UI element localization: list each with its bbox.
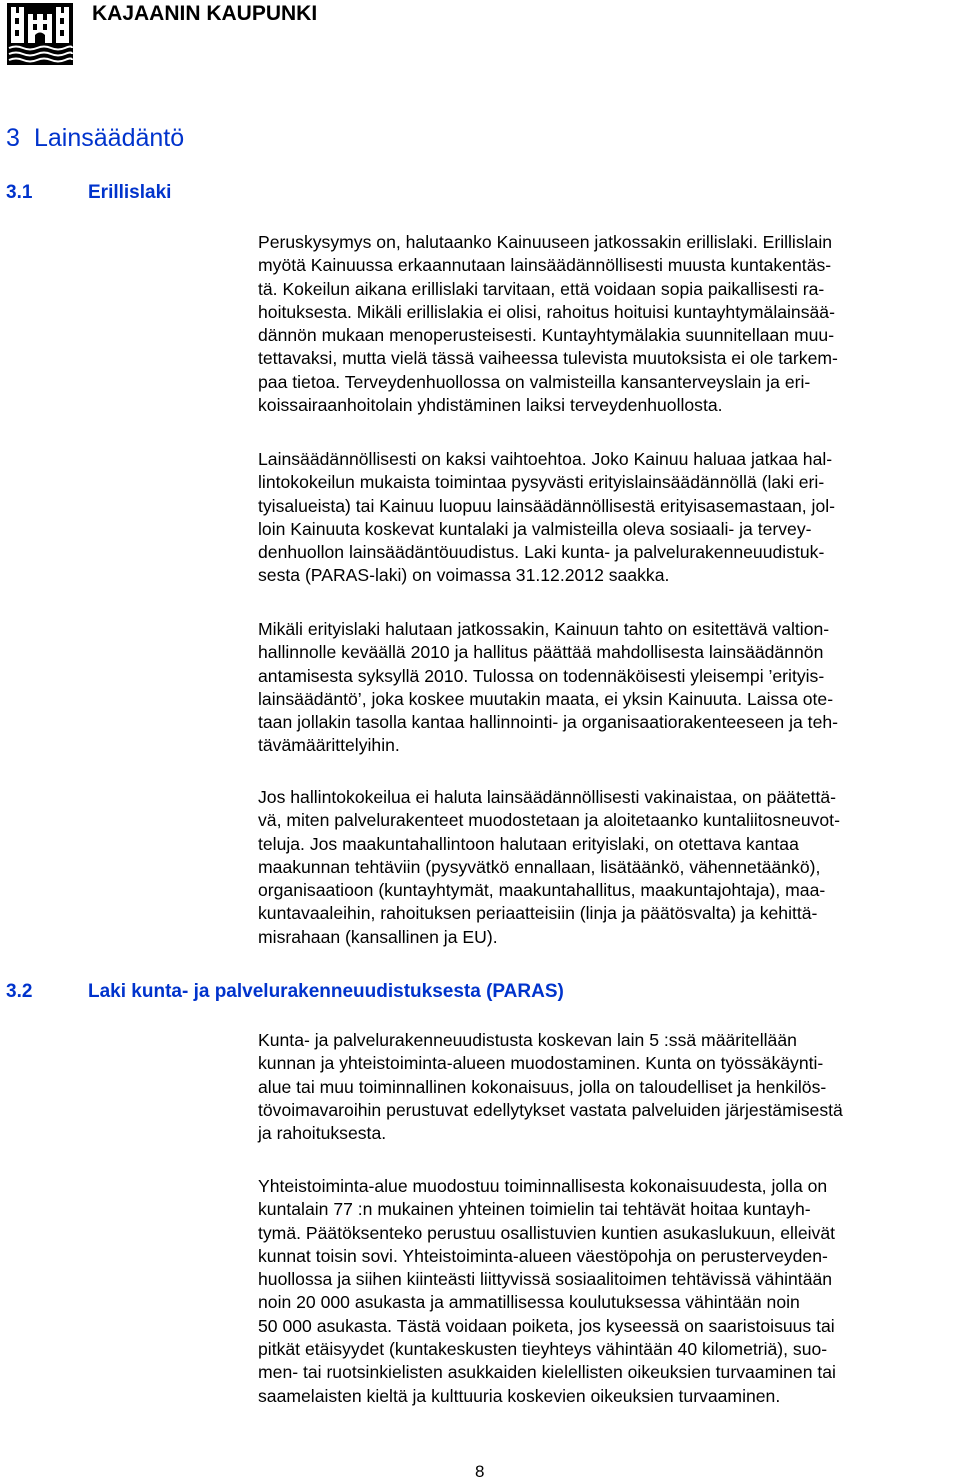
subsection-title: Erillislaki [88,182,172,203]
section-title: Lainsäädäntö [34,124,185,152]
section-heading [6,124,184,153]
subsection-heading-3-1 [6,182,171,204]
text-line: denhuollon lainsäädäntöuudistus. Laki kunta- ja palvelurakenneuudistuk- [258,542,825,563]
text-line: tövoimavaroihin perustuvat edellytykset vastata palveluiden järjestämisestä [258,1099,843,1120]
text-line: organisaatioon (kuntayhtymät, maakuntahallitus, maakuntajohtaja), maa- [258,880,826,901]
text-line: lainsäädäntö’, joka koskee muutakin maata, ei yksin Kainuuta. Laissa ote- [258,688,834,709]
text-line: loin Kainuuta koskevat kuntalaki ja valmisteilla oleva sosiaali- ja tervey- [258,518,812,539]
text-line: lintokokeilun mukaista toimintaa pysyvästi erityislainsäädännöllä (laki eri- [258,472,825,493]
text-line: hallinnolle keväällä 2010 ja hallitus päättää mahdollisesta lainsäädännön [258,642,824,663]
paragraph [258,231,960,417]
text-line: sesta (PARAS-laki) on voimassa 31.12.2012 saakka. [258,565,670,586]
text-line: tettavaksi, mutta vielä tässä vaiheessa tulevista muutoksista ei ole tarkem- [258,348,838,369]
text-line: ja rahoituksesta. [258,1123,387,1144]
text-line: tävämäärittelyihin. [258,735,400,756]
text-line: huollossa ja siihen kiinteästi liittyvissä sosiaalitoimen tehtävissä vähintään [258,1269,833,1290]
text-line: Yhteistoiminta-alue muodostuu toiminnallisesta kokonaisuudesta, jolla on [258,1176,828,1196]
section-number: 3 [6,124,20,152]
paragraph [258,448,960,588]
text-line: myötä Kainuussa erkaannutaan lainsäädännöllisesti muusta kuntakentäs- [258,255,832,276]
paragraph [258,1175,960,1408]
text-line: misrahaan (kansallinen ja EU). [258,926,498,947]
text-line: Peruskysymys on, halutaanko Kainuuseen jatkossakin erillislaki. Erillislain [258,232,833,252]
text-line: 50 000 asukasta. Tästä voidaan poiketa, jos kyseessä on saaristoisuus tai [258,1315,835,1336]
paragraph [258,786,960,949]
text-line: kuntalain 77 :n mukainen yhteinen toimielin tai tehtävät hoitaa kuntayh- [258,1199,811,1220]
text-line: Mikäli erityislaki halutaan jatkossakin, Kainuun tahto on esitettävä valtion- [258,619,830,639]
text-line: noin 20 000 asukasta ja ammatillisessa koulutuksessa vähintään noin [258,1292,800,1313]
text-line: hoituksesta. Mikäli erillislakia ei olisi, rahoitus hoituisi kuntayhtymälainsää- [258,301,835,322]
organization-name: KAJAANIN KAUPUNKI [92,2,318,25]
text-line: Kunta- ja palvelurakenneuudistusta koskevan lain 5 :ssä määritellään [258,1030,797,1050]
text-line: dännön mukaan menoperusteisesti. Kuntayhtymälakia suunnitellaan muu- [258,325,835,346]
text-line: kunnat toisin sovi. Yhteistoiminta-alueen väestöpohja on perusterveyden- [258,1245,828,1266]
kajaani-coat-of-arms-icon [6,2,74,66]
text-line: taan jollakin tasolla kantaa hallinnointi- ja organisaatiorakenteeseen ja teh- [258,712,838,733]
text-line: paa tietoa. Terveydenhuollossa on valmisteilla kansanterveyslain ja eri- [258,371,811,392]
subsection-heading-3-2 [6,981,564,1003]
paragraph [258,618,960,758]
text-line: tä. Kokeilun aikana erillislaki tarvitaan, että voidaan sopia paikallisesti ra- [258,278,825,299]
text-line: kunnan ja yhteistoiminta-alueen muodostaminen. Kunta on työssäkäynti- [258,1053,824,1074]
text-line: teluja. Jos maakuntahallintoon halutaan erityislaki, on otettava kantaa [258,833,799,854]
text-line: vä, miten palvelurakenteet muodostetaan ja aloitetaanko kuntaliitosneuvot- [258,810,840,831]
paragraph [258,1029,960,1145]
text-line: kuntavaaleihin, rahoituksen periaatteisiin (linja ja päätösvalta) ja kehittä- [258,903,818,924]
text-line: tyisalueista) tai Kainuu luopuu lainsäädännöllisestä erityisasemastaan, jol- [258,495,836,516]
text-line: antamisesta syksyllä 2010. Tulossa on todennäköisesti yleisempi ’erityis- [258,665,825,686]
subsection-number: 3.1 [6,182,33,203]
text-line: koissairaanhoitolain yhdistäminen laiksi terveydenhuollosta. [258,395,723,416]
text-line: pitkät etäisyydet (kuntakeskusten tieyhteys vähintään 40 kilometriä), suo- [258,1339,828,1360]
text-line: men- tai ruotsinkielisten asukkaiden kielellisten oikeuksien turvaaminen tai [258,1362,836,1383]
text-line: tymä. Päätöksenteko perustuu osallistuvien kuntien asukaslukuun, elleivät [258,1222,836,1243]
page-number: 8 [475,1462,485,1481]
text-line: Jos hallintokokeilua ei haluta lainsäädännöllisesti vakinaistaa, on päätettä- [258,787,837,807]
text-line: maakunnan tehtäviin (pysyvätkö ennallaan, lisätäänkö, vähennetäänkö), [258,856,821,877]
subsection-number: 3.2 [6,981,33,1002]
text-line: saamelaisten kieltä ja kulttuuria koskevien oikeuksien turvaaminen. [258,1385,781,1406]
text-line: alue tai muu toiminnallinen kokonaisuus, jolla on taloudelliset ja henkilös- [258,1076,827,1097]
subsection-title: Laki kunta- ja palvelurakenneuudistuksesta (PARAS) [88,981,564,1002]
text-line: Lainsäädännöllisesti on kaksi vaihtoehtoa. Joko Kainuu haluaa jatkaa hal- [258,449,833,469]
